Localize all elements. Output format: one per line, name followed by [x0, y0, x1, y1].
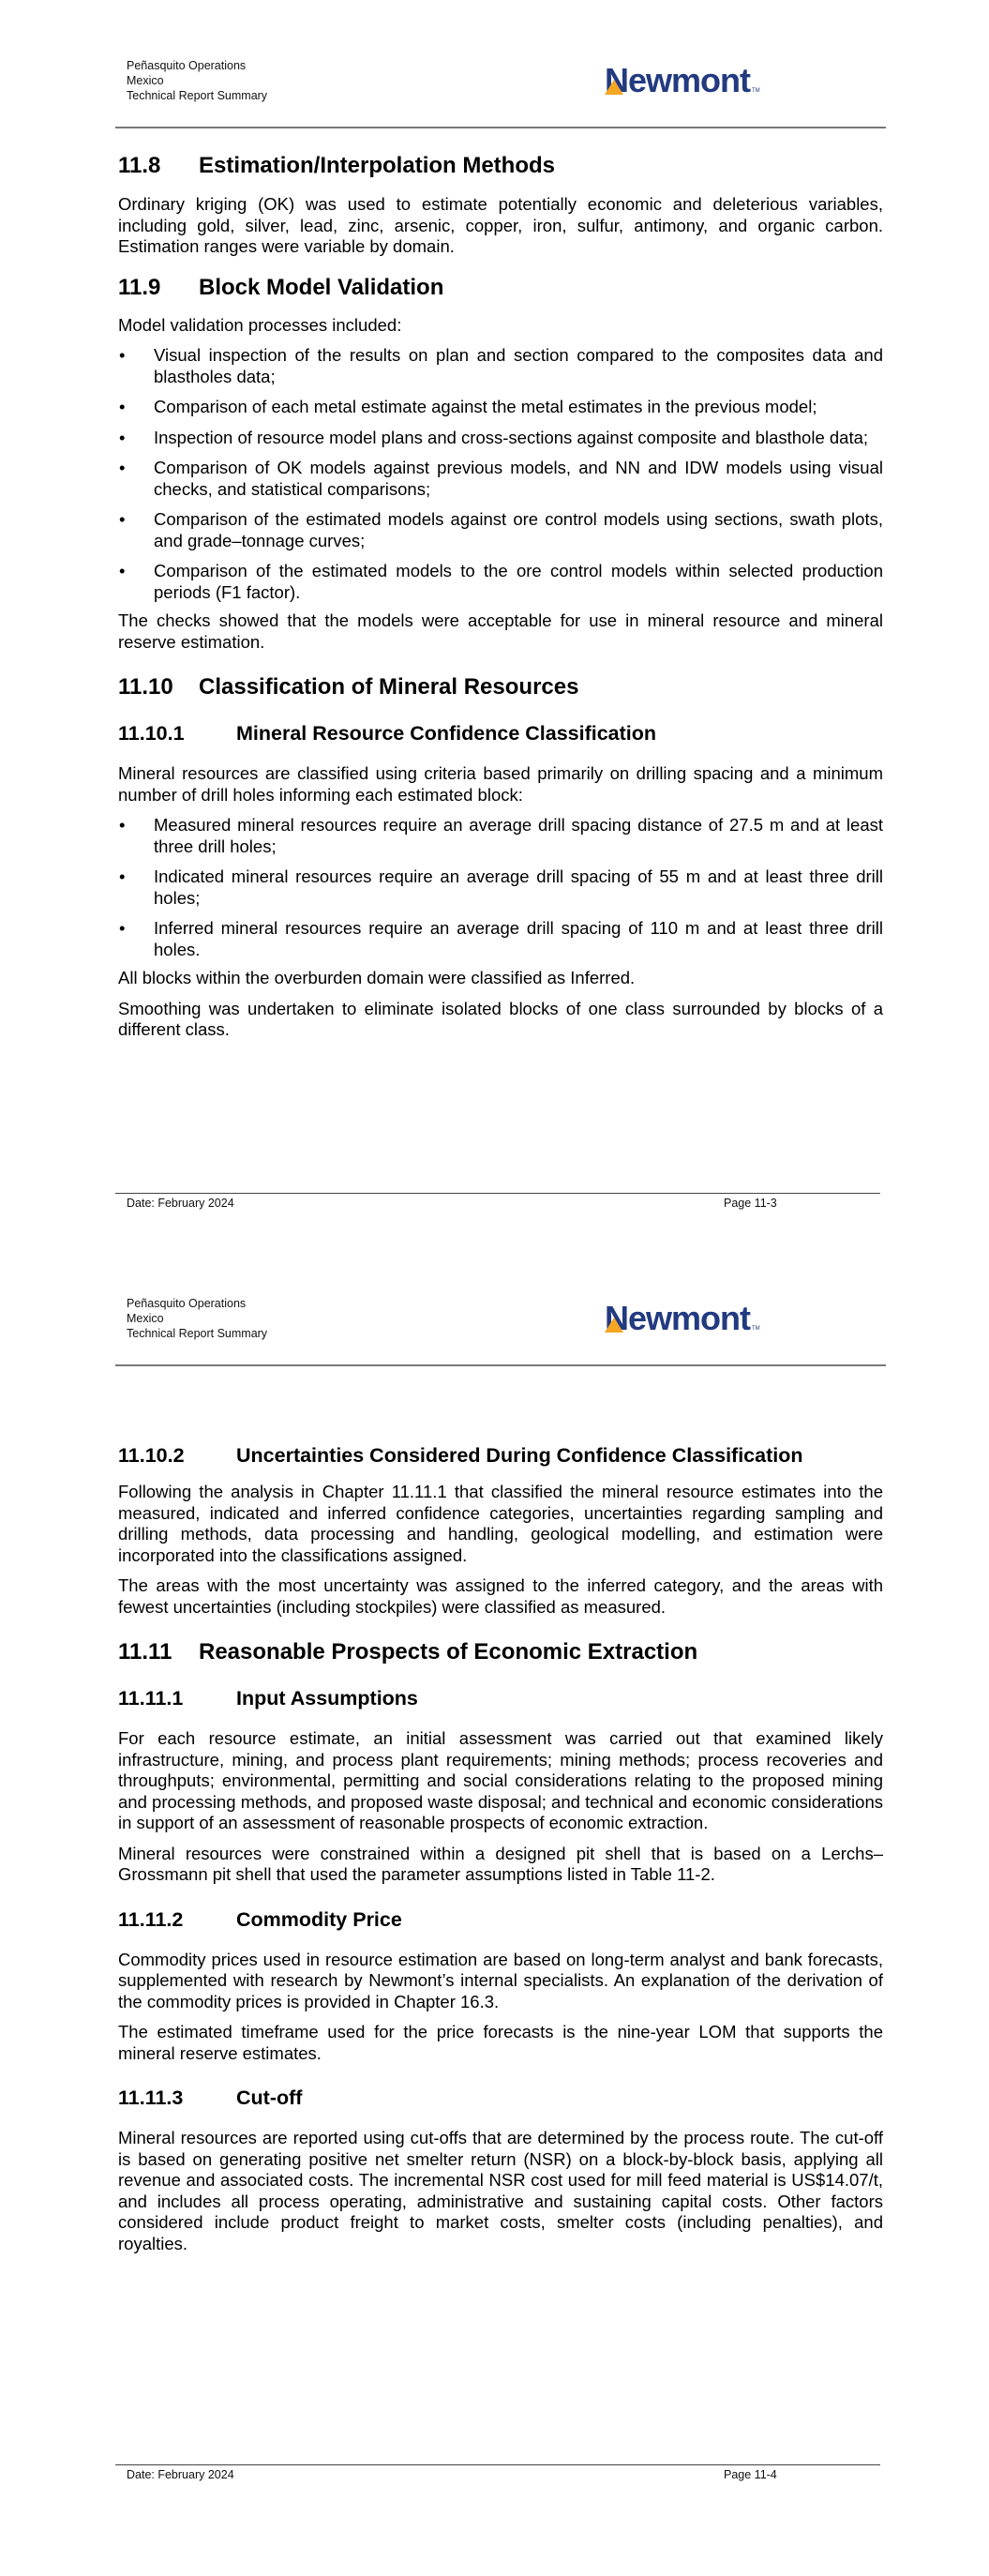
- footer-divider: [115, 1193, 880, 1194]
- section-heading-11-11: 11.11 Reasonable Prospects of Economic Extraction: [118, 1639, 698, 1665]
- list-item: • Comparison of OK models against previous models, and NN and IDW models using visual checks, and statistical comparisons;: [119, 458, 883, 499]
- list-item: • Comparison of each metal estimate against the metal estimates in the previous model;: [119, 397, 817, 416]
- logo-triangle-icon: [605, 80, 623, 95]
- list-item: • Inspection of resource model plans and cross-sections against composite and blasthole data;: [119, 427, 869, 447]
- footer-divider: [115, 2464, 880, 2465]
- header-info: [127, 58, 267, 103]
- newmont-logo: [605, 1299, 760, 1337]
- classification-list: [118, 815, 883, 960]
- subsection-heading-11-11-3: 11.11.3 Cut-off: [118, 2086, 303, 2109]
- section-heading-11-10: 11.10 Classification of Mineral Resources: [118, 674, 579, 700]
- paragraph: All blocks within the overburden domain were classified as Inferred.: [118, 968, 636, 987]
- paragraph: Mineral resources are classified using criteria based primarily on drilling spacing and a minimum number of drill holes informing each estimated block:: [118, 763, 883, 805]
- list-item: • Measured mineral resources require an average drill spacing distance of 27.5 m and at least three drill holes;: [119, 815, 883, 856]
- header-project: Peñasquito Operations: [127, 59, 247, 72]
- list-item: • Comparison of the estimated models to the ore control models within selected production periods (F1 factor).: [119, 561, 883, 602]
- header-doc-type: Technical Report Summary: [127, 1327, 268, 1340]
- logo-trademark: TM: [752, 88, 760, 94]
- list-item: • Visual inspection of the results on plan and section compared to the composites data and blastholes data;: [119, 345, 883, 386]
- validation-list: [118, 345, 883, 603]
- subsection-heading-11-11-1: 11.11.1 Input Assumptions: [118, 1687, 418, 1710]
- paragraph: Smoothing was undertaken to eliminate isolated blocks of one class surrounded by blocks of a different class.: [118, 998, 883, 1039]
- page-11-4: [0, 1296, 989, 2576]
- list-item: • Indicated mineral resources require an average drill spacing of 55 m and at least three drill holes;: [119, 866, 883, 908]
- footer-date: Date: February 2024: [127, 1197, 234, 1210]
- paragraph: Mineral resources are reported using cut-offs that are determined by the process route. The cut-off is based on generating positive net smelter return (NSR) on a block-by-block basis, applying all revenue and associated costs. The incremental NSR cost used for mill feed material is US$14.07/t, and includes all process operating, administrative and sustaining capital costs. Other factors considered include product freight to market costs, smelter costs (including penalties), and royalties.: [118, 2128, 883, 2253]
- page-content: [118, 150, 883, 1041]
- header-divider: [115, 1364, 886, 1366]
- header-info: [127, 1296, 267, 1341]
- footer-page-number: Page 11-4: [724, 2468, 777, 2481]
- paragraph: The areas with the most uncertainty was assigned to the inferred category, and the areas with fewest uncertainties (including stockpiles) were classified as measured.: [118, 1575, 883, 1617]
- paragraph: The estimated timeframe used for the price forecasts is the nine-year LOM that supports the mineral reserve estimates.: [118, 2022, 883, 2063]
- logo-wordmark: Newmont: [605, 1299, 750, 1337]
- section-heading-11-8: 11.8 Estimation/Interpolation Methods: [118, 153, 556, 178]
- paragraph: For each resource estimate, an initial assessment was carried out that examined likely infrastructure, mining, and process plant requirements; mining methods; process recoveries and throughputs; environmental, permitting and social considerations relating to the proposed mining and processing methods, and proposed waste disposal; and technical and economic considerations in support of an assessment of reasonable prospects of economic extraction.: [118, 1728, 883, 1832]
- section-heading-11-9: 11.9 Block Model Validation: [118, 274, 444, 300]
- subsection-heading-11-10-2: 11.10.2 Uncertainties Considered During Confidence Classification: [118, 1444, 803, 1467]
- logo-trademark: TM: [752, 1326, 760, 1332]
- page-11-3: [0, 0, 989, 1280]
- footer-date: Date: February 2024: [127, 2468, 234, 2481]
- list-item: • Inferred mineral resources require an average drill spacing of 110 m and at least three drill holes.: [119, 918, 883, 959]
- header-doc-type: Technical Report Summary: [127, 89, 268, 102]
- subsection-heading-11-10-1: 11.10.1 Mineral Resource Confidence Classification: [118, 722, 657, 745]
- paragraph: Mineral resources were constrained within a designed pit shell that is based on a Lerchs–Grossmann pit shell that used the parameter assumptions listed in Table 11-2.: [118, 1843, 883, 1884]
- paragraph: Model validation processes included:: [118, 314, 402, 335]
- paragraph: Following the analysis in Chapter 11.11.1 that classified the mineral resource estimates into the measured, indicated and inferred confidence categories, uncertainties regarding sampling and drilling methods, data processing and handling, geological modelling, and estimation were incorporated into the classifications assigned.: [118, 1482, 883, 1565]
- paragraph: Commodity prices used in resource estimation are based on long-term analyst and bank forecasts, supplemented with research by Newmont’s internal specialists. An explanation of the derivation of the commodity prices is provided in Chapter 16.3.: [118, 1949, 883, 2011]
- logo-wordmark: Newmont: [605, 61, 750, 99]
- subsection-heading-11-11-2: 11.11.2 Commodity Price: [118, 1907, 402, 1931]
- header-divider: [115, 127, 886, 128]
- newmont-logo: [605, 61, 760, 99]
- logo-triangle-icon: [605, 1318, 623, 1333]
- paragraph: Ordinary kriging (OK) was used to estimate potentially economic and deleterious variables, including gold, silver, lead, zinc, arsenic, copper, iron, sulfur, antimony, and organic carbon. Estimation ranges were variable by domain.: [118, 194, 883, 256]
- header-country: Mexico: [127, 74, 164, 87]
- page-content: [118, 1442, 883, 2254]
- header-country: Mexico: [127, 1312, 164, 1325]
- paragraph: The checks showed that the models were acceptable for use in mineral resource and mineral reserve estimation.: [118, 610, 883, 652]
- header-project: Peñasquito Operations: [127, 1297, 247, 1310]
- list-item: • Comparison of the estimated models against ore control models using sections, swath plots, and grade–tonnage curves;: [119, 509, 883, 550]
- footer-page-number: Page 11-3: [724, 1197, 777, 1210]
